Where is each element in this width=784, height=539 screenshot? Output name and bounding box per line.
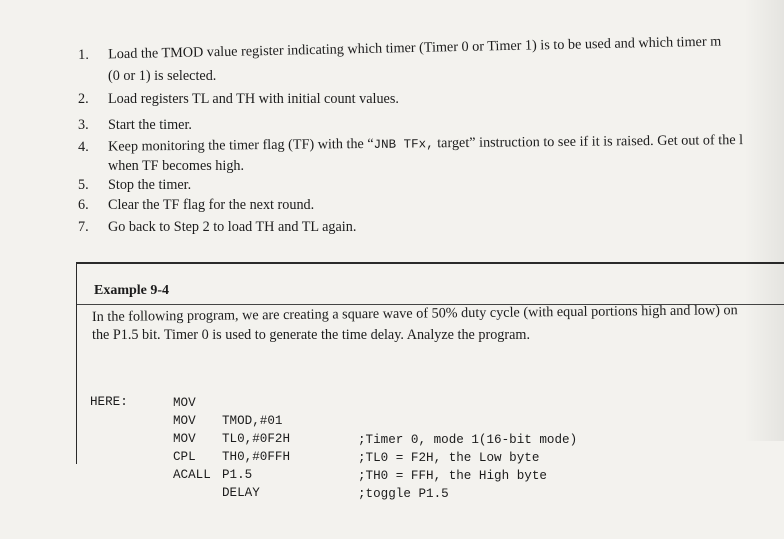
code-comment: ;TH0 = FFH, the High byte xyxy=(358,468,547,483)
code-opcode: MOV xyxy=(173,413,196,428)
step-text: Clear the TF flag for the next round. xyxy=(108,197,315,213)
code-opcode: CPL xyxy=(173,449,196,464)
code-operand: DELAY xyxy=(222,486,260,501)
intro-line: In the following program, we are creating a square wave of 50% duty cycle (with equal portions high and low) on xyxy=(91,302,738,325)
step-number: 7. xyxy=(78,219,89,235)
step-number: 2. xyxy=(78,91,89,107)
step-text: (0 or 1) is selected. xyxy=(108,68,217,84)
step-number: 1. xyxy=(78,46,89,63)
code-opcode: ACALL xyxy=(173,467,211,482)
step-text: Stop the timer. xyxy=(108,177,192,193)
example-intro xyxy=(91,302,738,344)
step-text-part: target” instruction to see if it is raised. Get out of the l xyxy=(433,132,744,152)
step-text: Load registers TL and TH with initial count values. xyxy=(108,91,399,107)
step-number: 5. xyxy=(78,177,89,193)
step-text: Go back to Step 2 to load TH and TL again. xyxy=(108,219,357,235)
step-number: 4. xyxy=(78,138,89,155)
code-comment: ;Timer 0, mode 1(16-bit mode) xyxy=(358,432,578,447)
code-operand: TMOD,#01 xyxy=(222,414,283,429)
code-operand: TL0,#0F2H xyxy=(222,432,291,447)
step-text xyxy=(108,131,743,158)
example-title: Example 9-4 xyxy=(94,283,170,298)
code-label: HERE: xyxy=(90,395,128,410)
step-number: 6. xyxy=(78,197,89,213)
code-inline: JNB TFx, xyxy=(373,137,434,152)
code-comment: ;toggle P1.5 xyxy=(358,486,449,501)
code-opcode: MOV xyxy=(173,395,196,410)
code-operand: TH0,#0FFH xyxy=(222,450,291,465)
code-comment: ;TL0 = F2H, the Low byte xyxy=(358,450,540,465)
code-operand: P1.5 xyxy=(222,468,253,483)
step-number: 3. xyxy=(78,117,89,133)
step-text-part: Keep monitoring the timer flag (TF) with the “ xyxy=(108,135,374,155)
step-text: when TF becomes high. xyxy=(108,158,245,174)
code-opcode: MOV xyxy=(173,431,196,446)
step-text: Start the timer. xyxy=(108,117,192,133)
step-text: Load the TMOD value register indicating which timer (Timer 0 or Timer 1) is to be used and which timer m xyxy=(108,33,722,63)
intro-line: the P1.5 bit. Timer 0 is used to generate the time delay. Analyze the program. xyxy=(92,327,531,343)
